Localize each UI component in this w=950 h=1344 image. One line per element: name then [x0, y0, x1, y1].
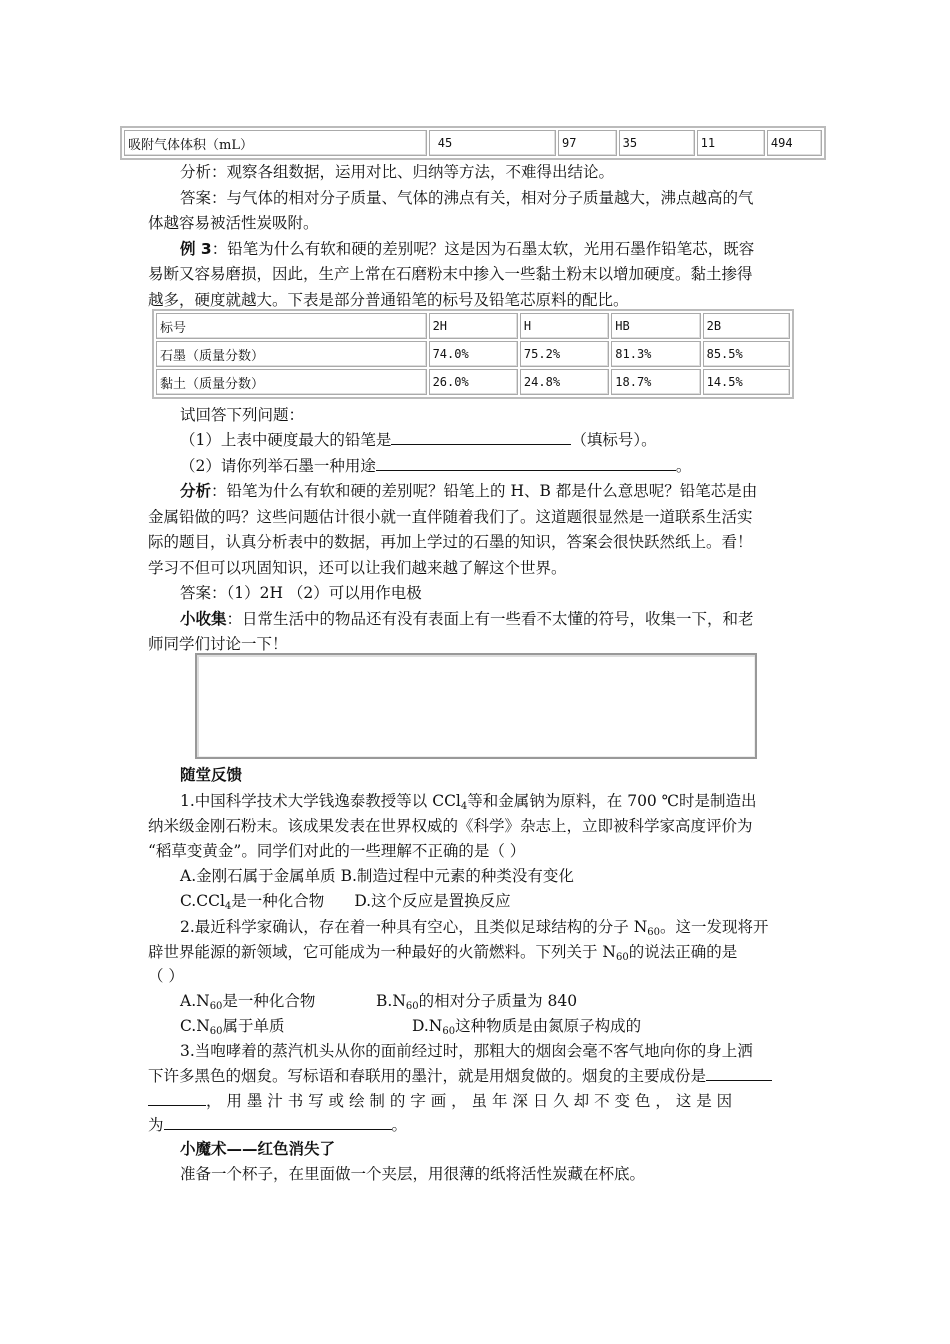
table-cell: 石墨（质量分数） — [156, 341, 427, 367]
table-row — [156, 313, 790, 339]
question-line — [148, 1089, 828, 1113]
collect-text: 师同学们讨论一下！ — [148, 635, 288, 653]
question-line — [148, 1064, 828, 1088]
pencil-ratio-table — [152, 309, 794, 399]
table-header-cell: 2H — [429, 313, 518, 339]
answer-blank[interactable] — [706, 1064, 772, 1081]
subscript: 4 — [224, 901, 232, 912]
analysis-text: ：铅笔为什么有软和硬的差别呢？铅笔上的 H、B 都是什么意思呢？铅笔芯是由 — [211, 482, 758, 500]
question-text: 辟世界能源的新领域，它可能成为一种最好的火箭燃料。下列关于 N — [148, 943, 616, 961]
question-text: 2.最近科学家确认，存在着一种具有空心，且类似足球结构的分子 N — [180, 918, 648, 936]
table-cell: 97 — [558, 130, 617, 156]
analysis-text: 金属铅做的吗？这些问题估计很小就一直伴随着我们了。这道题很显然是一道联系生活实 — [148, 508, 753, 526]
table-cell: 18.7% — [611, 369, 700, 395]
example-text: 易断又容易磨损，因此，生产上常在石磨粉末中掺入一些黏土粉末以增加硬度。黏土掺得 — [148, 265, 753, 283]
table-cell: 45 — [429, 130, 556, 156]
example-text: ：铅笔为什么有软和硬的差别呢？这是因为石墨太软，光用石墨作铅笔芯，既容 — [211, 240, 755, 258]
table-cell: 11 — [697, 130, 765, 156]
option-text: A.N — [180, 992, 210, 1010]
question-text: （1）上表中硬度最大的铅笔是 — [180, 431, 392, 449]
option-text: 这种物质是由氮原子构成的 — [455, 1017, 642, 1035]
question-text: ， 用 墨 汁 书 写 或 绘 制 的 字 画 ， 虽 年 深 日 久 却 不 变 色 ， 这 是 因 — [206, 1092, 733, 1110]
subscript: 60 — [405, 1001, 419, 1012]
analysis-text: 际的题目，认真分析表中的数据，再加上学过的石墨的知识，答案会很快跃然纸上。看！ — [148, 533, 753, 551]
answer-blank[interactable] — [391, 428, 571, 445]
subscript: 60 — [209, 1026, 223, 1037]
question-text: （2）请你列举石墨一种用途 — [180, 457, 376, 475]
questions-intro: 试回答下列问题： — [180, 406, 305, 424]
question-text: 。这一发现将开 — [660, 918, 769, 936]
option-a: A.金刚石属于金属单质 — [180, 867, 336, 885]
question-text: 纳米级金刚石粉末。该成果发表在世界权威的《科学》杂志上，立即被科学家高度评价为 — [148, 817, 753, 835]
collect-label: 小收集 — [180, 610, 227, 628]
question-1 — [180, 428, 860, 452]
option-text: 的相对分子质量为 840 — [418, 992, 578, 1010]
table-cell: 14.5% — [703, 369, 790, 395]
table-cell: 35 — [619, 130, 695, 156]
table-row — [156, 369, 790, 395]
option-text: C.N — [180, 1017, 210, 1035]
question-text: 的说法正确的是 — [628, 943, 738, 961]
question-line — [148, 1113, 828, 1137]
option-text: 是一种化合物 — [222, 992, 316, 1010]
answer-box[interactable] — [195, 653, 757, 759]
question-text: 等和金属钠为原料，在 700 ℃时是制造出 — [467, 792, 757, 810]
option-b: B.制造过程中元素的种类没有变化 — [340, 867, 574, 885]
table-cell: 74.0% — [429, 341, 518, 367]
table-row — [124, 130, 822, 156]
option-text: 是一种化合物 — [231, 892, 325, 910]
table-cell: 81.3% — [611, 341, 700, 367]
option-c — [180, 892, 324, 910]
analysis-text: 学习不但可以巩固知识，还可以让我们越来越了解这个世界。 — [148, 559, 567, 577]
table-header-cell: HB — [611, 313, 700, 339]
table-cell: 494 — [767, 130, 822, 156]
gas-adsorption-table — [120, 126, 826, 160]
table-cell: 75.2% — [520, 341, 609, 367]
table-header-cell: 2B — [703, 313, 790, 339]
option-text: C.CCl — [180, 892, 225, 910]
question-text: 。 — [391, 1116, 408, 1134]
answer-blank[interactable] — [164, 1113, 392, 1130]
table-cell: 85.5% — [703, 341, 790, 367]
answer-blank[interactable] — [376, 454, 676, 471]
analysis-paragraph — [180, 479, 860, 503]
answer-text: 答案：（1）2H （2）可以用作电极 — [180, 584, 422, 602]
answer-text: 体越容易被活性炭吸附。 — [148, 214, 319, 232]
example-text: 越多，硬度就越大。下表是部分普通铅笔的标号及铅笔芯原料的配比。 — [148, 291, 629, 309]
analysis-label: 分析 — [180, 482, 212, 500]
table-row — [156, 341, 790, 367]
subscript: 60 — [616, 952, 629, 963]
example-label: 例 3 — [180, 240, 212, 258]
magic-text: 准备一个杯子，在里面做一个夹层，用很薄的纸将活性炭藏在杯底。 — [180, 1165, 646, 1183]
question-text: 1.中国科学技术大学钱逸泰教授等以 CCl — [180, 792, 461, 810]
table-cell: 黏土（质量分数） — [156, 369, 427, 395]
table-cell: 26.0% — [429, 369, 518, 395]
analysis-text: 分析：观察各组数据，运用对比、归纳等方法，不难得出结论。 — [180, 163, 615, 181]
answer-text: 答案：与气体的相对分子质量、气体的沸点有关，相对分子质量越大，沸点越高的气 — [180, 189, 754, 207]
subscript: 4 — [460, 801, 468, 812]
collect-paragraph — [180, 607, 860, 631]
subscript: 60 — [442, 1026, 456, 1037]
question-text: 下许多黑色的烟炱。写标语和春联用的墨汁，就是用烟炱做的。烟炱的主要成份是 — [148, 1067, 707, 1085]
table-cell: 24.8% — [520, 369, 609, 395]
collect-text: ：日常生活中的物品还有没有表面上有一些看不太懂的符号，收集一下，和老 — [226, 610, 754, 628]
section-heading: 随堂反馈 — [180, 766, 243, 784]
answer-blank[interactable] — [148, 1089, 206, 1106]
question-text: （ ） — [148, 967, 184, 985]
question-text: “稻草变黄金”。同学们对此的一些理解不正确的是（ ） — [148, 842, 526, 860]
subscript: 60 — [209, 1001, 223, 1012]
question-text: 为 — [148, 1116, 164, 1134]
option-text: B.N — [376, 992, 406, 1010]
question-2 — [180, 454, 860, 478]
subscript: 60 — [647, 927, 661, 938]
option-d: D.这个反应是置换反应 — [354, 892, 511, 910]
section-heading: 小魔术——红色消失了 — [180, 1140, 336, 1158]
table-header-cell: H — [520, 313, 609, 339]
option-text: 属于单质 — [222, 1017, 285, 1035]
example-paragraph — [180, 237, 860, 261]
question-text: 。 — [675, 457, 692, 475]
option-line — [180, 864, 860, 888]
question-text: 3.当咆哮着的蒸汽机头从你的面前经过时，那粗大的烟囱会毫不客气地向你的身上洒 — [180, 1042, 753, 1060]
table-header-cell: 标号 — [156, 313, 427, 339]
option-text: D.N — [412, 1017, 443, 1035]
table-cell: 吸附气体体积（mL） — [124, 130, 427, 156]
question-text: （填标号）。 — [571, 431, 657, 449]
